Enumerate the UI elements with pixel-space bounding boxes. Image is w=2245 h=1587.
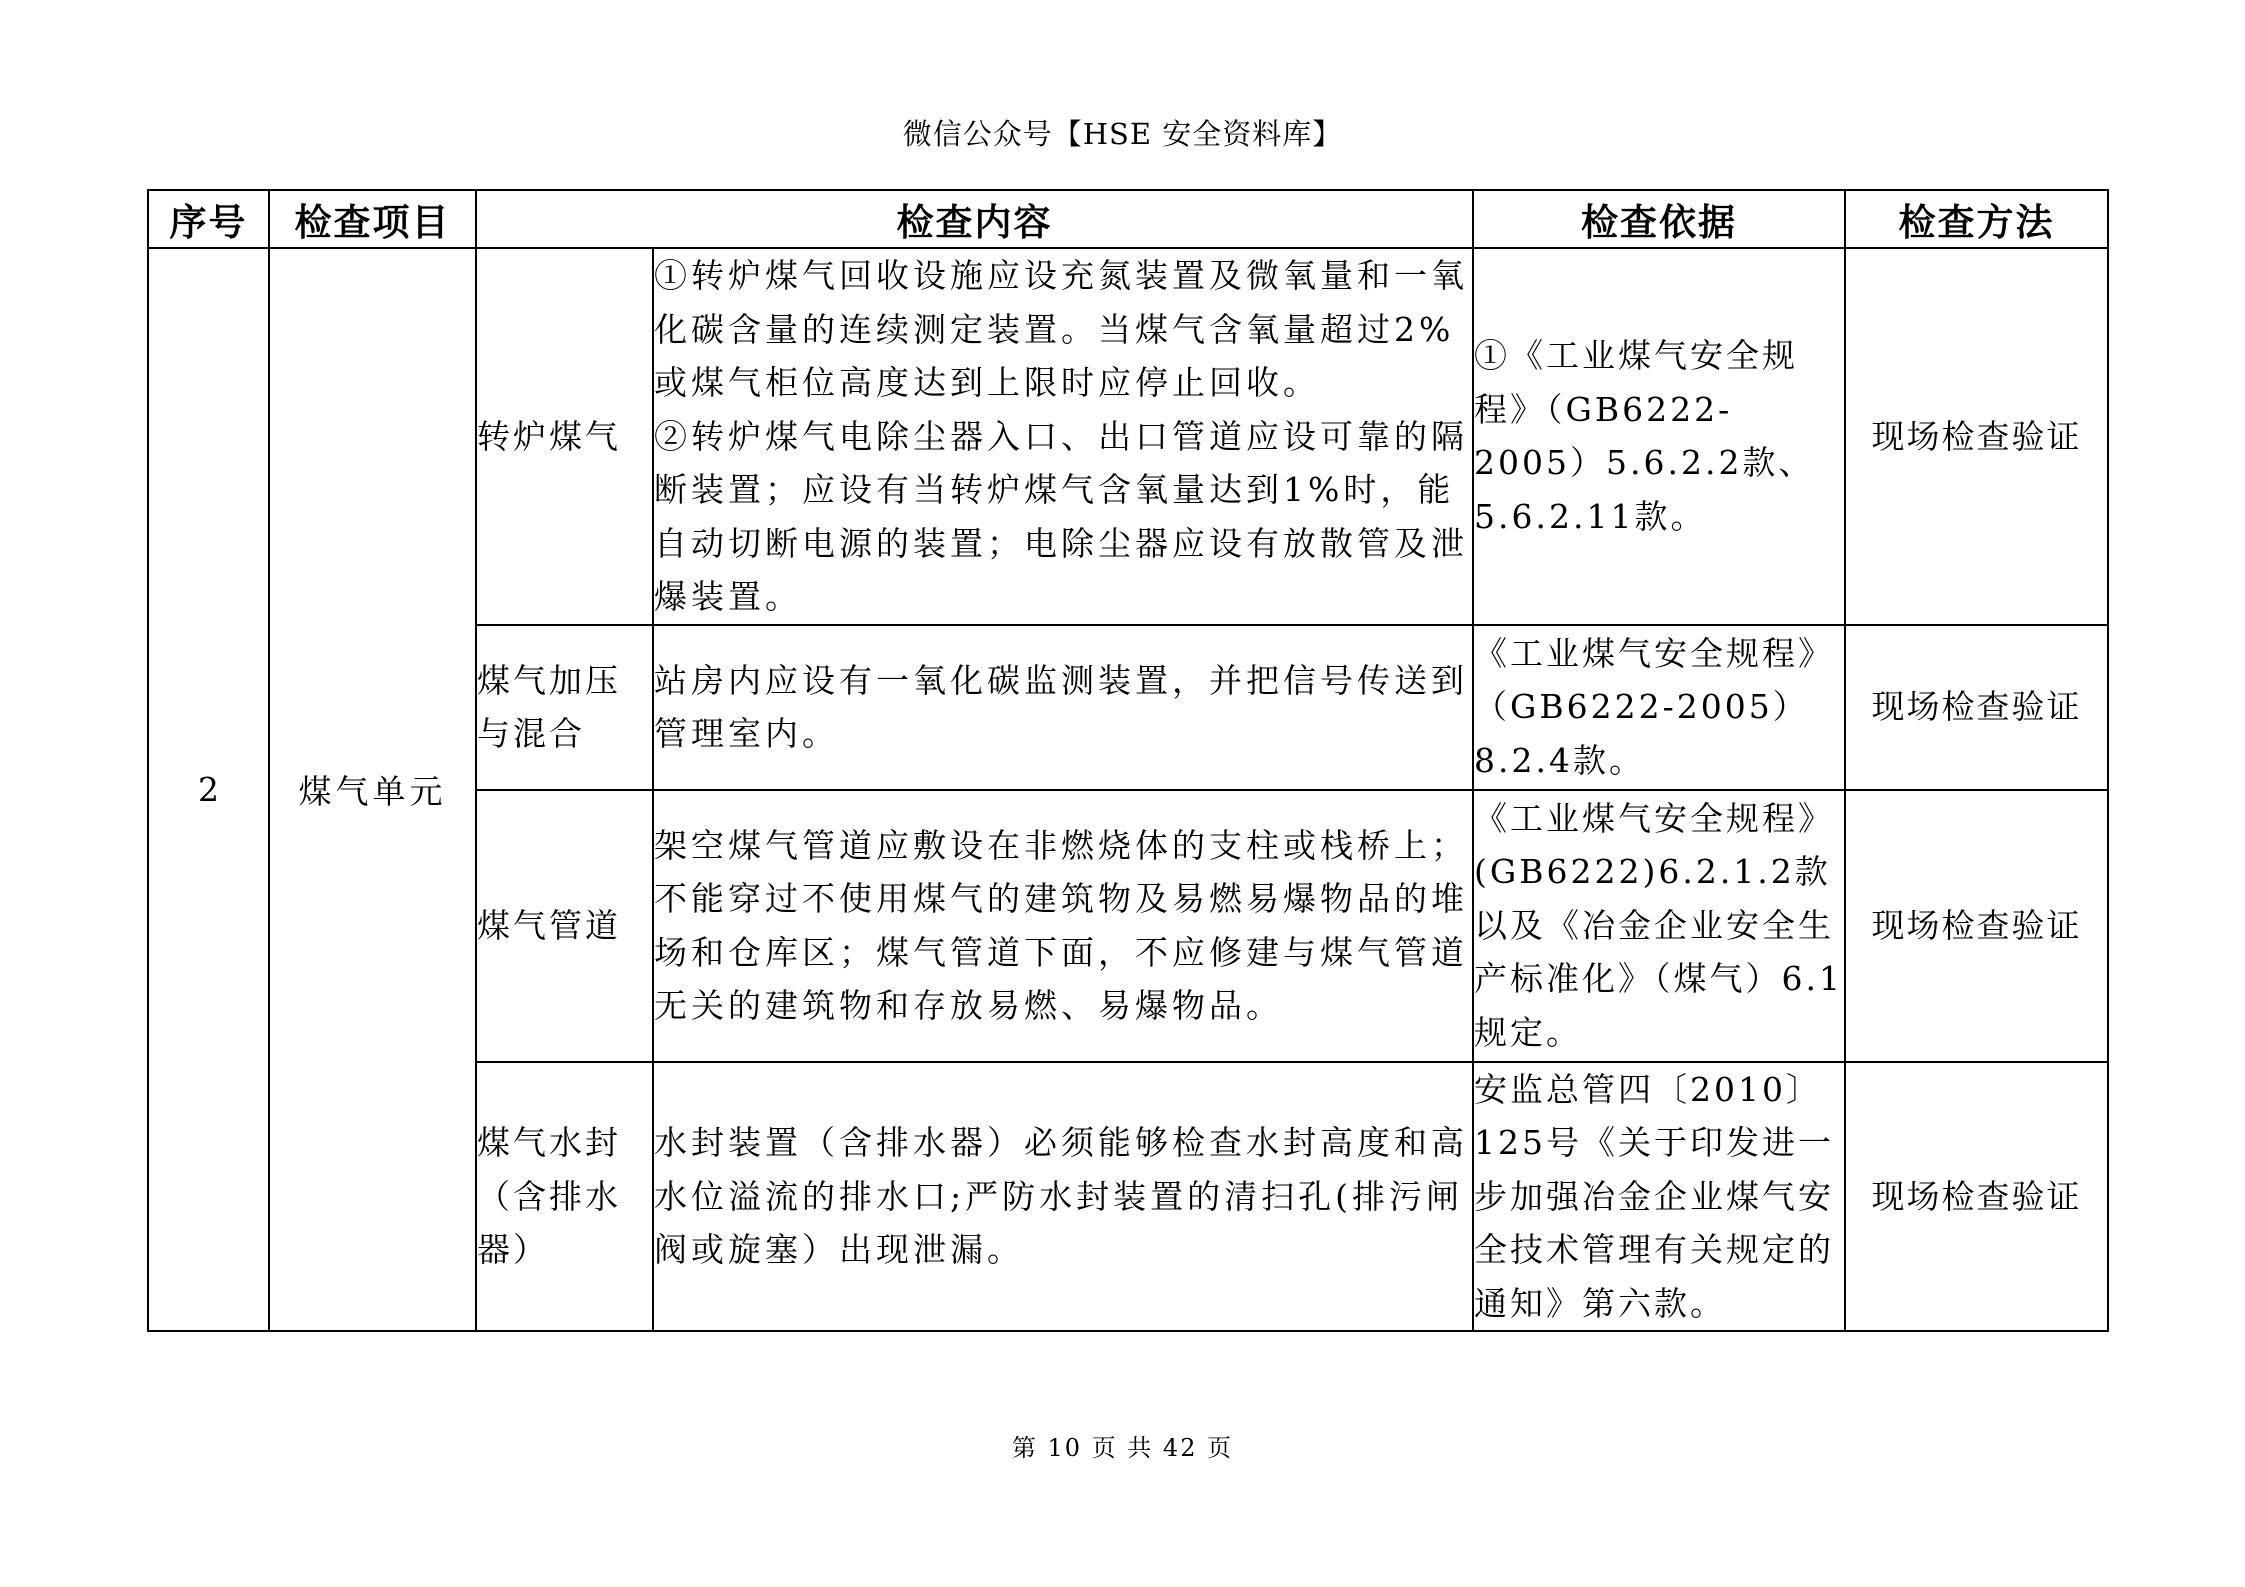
content-cell [653, 248, 1473, 625]
content-cell: 站房内应设有一氧化碳监测装置，并把信号传送到管理室内。 [653, 625, 1473, 790]
sub-item-cell: 转炉煤气 [476, 248, 653, 625]
col-header-content: 检查内容 [476, 190, 1473, 248]
sub-item-cell: 煤气加压与混合 [476, 625, 653, 790]
col-header-seq: 序号 [148, 190, 269, 248]
basis-cell: ①《工业煤气安全规程》（GB6222-2005）5.6.2.2款、5.6.2.11款。 [1473, 248, 1845, 625]
content-cell: 水封装置（含排水器）必须能够检查水封高度和高水位溢流的排水口;严防水封装置的清扫孔(排污闸阀或旋塞）出现泄漏。 [653, 1062, 1473, 1332]
inspection-table [147, 189, 2109, 1332]
col-header-item: 检查项目 [269, 190, 476, 248]
basis-cell: 《工业煤气安全规程》(GB6222)6.2.1.2款以及《冶金企业安全生产标准化》（煤气）6.1规定。 [1473, 790, 1845, 1062]
basis-cell: 安监总管四〔2010〕125号《关于印发进一步加强冶金企业煤气安全技术管理有关规定的通知》第六款。 [1473, 1062, 1845, 1332]
content-cell: 架空煤气管道应敷设在非燃烧体的支柱或栈桥上；不能穿过不使用煤气的建筑物及易燃易爆物品的堆场和仓库区；煤气管道下面，不应修建与煤气管道无关的建筑物和存放易燃、易爆物品。 [653, 790, 1473, 1062]
col-header-basis: 检查依据 [1473, 190, 1845, 248]
item-cell: 煤气单元 [269, 248, 476, 1331]
col-header-method: 检查方法 [1845, 190, 2108, 248]
table-header-row [148, 190, 2108, 248]
page-header: 微信公众号【HSE 安全资料库】 [902, 117, 1343, 151]
table-row [148, 248, 2108, 625]
method-cell: 现场检查验证 [1845, 625, 2108, 790]
seq-cell: 2 [148, 248, 269, 1331]
page-footer: 第 10 页 共 42 页 [1011, 1434, 1234, 1462]
method-cell: 现场检查验证 [1845, 248, 2108, 625]
method-cell: 现场检查验证 [1845, 790, 2108, 1062]
method-cell: 现场检查验证 [1845, 1062, 2108, 1332]
sub-item-cell: 煤气管道 [476, 790, 653, 1062]
content-line: ①转炉煤气回收设施应设充氮装置及微氧量和一氧化碳含量的连续测定装置。当煤气含氧量超过2%或煤气柜位高度达到上限时应停止回收。 ②转炉煤气电除尘器入口、出口管道应设可靠的隔断装置；应设有当转炉煤气含氧量达到1%时，能自动切断电源的装置；电除尘器应设有放散管及泄爆装置。 [654, 256, 1468, 616]
sub-item-cell: 煤气水封（含排水器） [476, 1062, 653, 1332]
basis-cell: 《工业煤气安全规程》（GB6222-2005）8.2.4款。 [1473, 625, 1845, 790]
